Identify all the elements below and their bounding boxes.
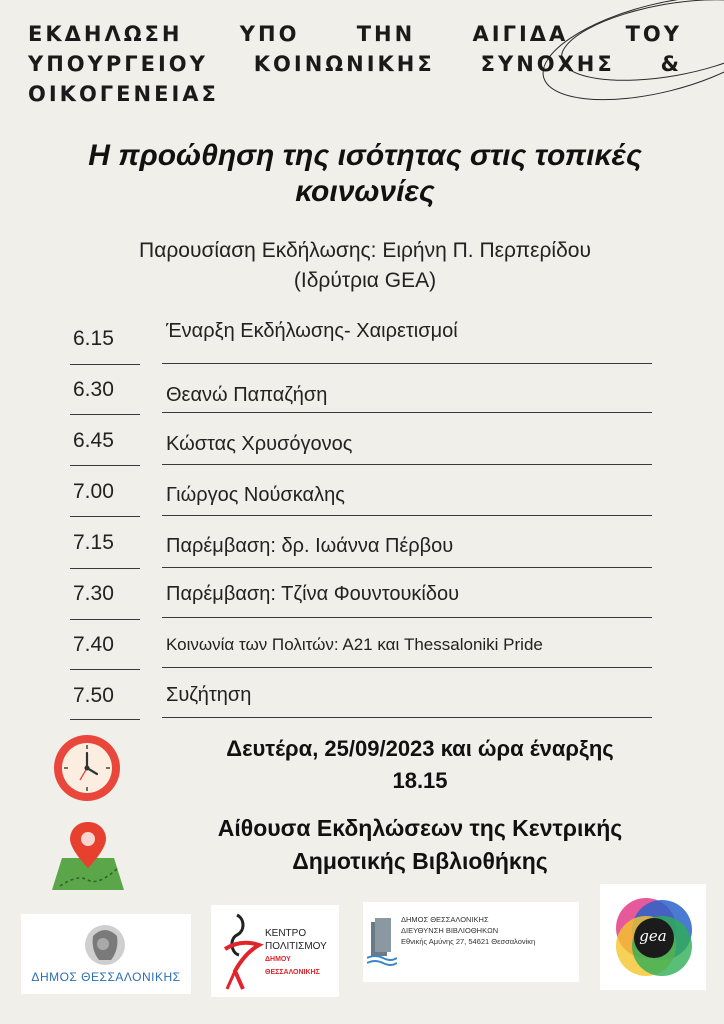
schedule-time: 6.15 xyxy=(73,327,114,350)
divider xyxy=(162,515,652,516)
logo-text: ΚΕΝΤΡΟ xyxy=(265,928,307,939)
page-title xyxy=(40,138,690,210)
presenter-line: Παρουσίαση Εκδήλωσης: Ειρήνη Π. Περπερίδου xyxy=(139,239,591,262)
divider xyxy=(70,414,140,415)
divider xyxy=(162,464,652,465)
header-line-2 xyxy=(28,52,682,76)
venue-line: Αίθουσα Εκδηλώσεων της Κεντρικής xyxy=(217,815,623,841)
header-line-1 xyxy=(28,22,682,46)
logo-text-block xyxy=(401,914,577,947)
library-logo xyxy=(363,902,579,982)
head-profile-icon xyxy=(81,922,129,968)
schedule-item: Έναρξη Εκδήλωσης- Χαιρετισμοί xyxy=(166,320,458,342)
date-time: 18.15 xyxy=(392,768,448,793)
divider xyxy=(162,617,652,618)
logo-text: ΔΗΜΟΥ ΘΕΣΣΑΛΟΝΙΚΗΣ xyxy=(265,956,320,976)
title-line: Η προώθηση της ισότητας στις τοπικές xyxy=(88,139,642,172)
schedule-time: 7.40 xyxy=(73,633,114,656)
dancer-icon xyxy=(215,909,265,993)
header-word: ΥΠΟ xyxy=(239,22,300,46)
schedule-time: 6.45 xyxy=(73,429,114,452)
divider xyxy=(162,412,652,413)
venue xyxy=(150,812,690,878)
header-word: ΕΚΔΗΛΩΣΗ xyxy=(28,22,183,46)
presenter-line: (Ιδρύτρια GEA) xyxy=(293,269,437,292)
header-word: & xyxy=(660,52,682,76)
venue-line: Δημοτικής Βιβλιοθήκης xyxy=(292,848,548,874)
divider xyxy=(162,363,652,364)
schedule-time: 6.30 xyxy=(73,378,114,401)
header-word: ΣΥΝΟΧΗΣ xyxy=(480,52,615,76)
date-line: Δευτέρα, 25/09/2023 και ώρα έναρξης xyxy=(226,736,614,761)
schedule-time: 7.00 xyxy=(73,480,114,503)
logo-text: ΔΗΜΟΣ ΘΕΣΣΑΛΟΝΙΚΗΣ xyxy=(401,915,489,924)
logo-text: Εθνικής Αμύνης 27, 54621 Θεσσαλονίκη xyxy=(401,937,536,946)
header-line-3 xyxy=(28,82,682,106)
divider xyxy=(162,567,652,568)
schedule-time: 7.15 xyxy=(73,531,114,554)
schedule-item: Θεανώ Παπαζήση xyxy=(166,384,328,406)
divider xyxy=(70,568,140,569)
divider xyxy=(70,719,140,720)
logo-text: ΠΟΛΙΤΙΣΜΟΥ xyxy=(265,941,327,952)
title-line: κοινωνίες xyxy=(295,175,435,208)
header-word: ΚΟΙΝΩΝΙΚΗΣ xyxy=(253,52,435,76)
header-word: ΑΙΓΙΔΑ xyxy=(472,22,569,46)
divider xyxy=(162,667,652,668)
header-word: ΤΟΥ xyxy=(625,22,682,46)
map-pin-icon xyxy=(48,818,128,892)
header-word: ΥΠΟΥΡΓΕΙΟΥ xyxy=(28,52,208,76)
dimos-thessalonikis-logo xyxy=(21,914,191,994)
schedule-item: Παρέμβαση: Τζίνα Φουντουκίδου xyxy=(166,583,460,605)
header-word: ΟΙΚΟΓΕΝΕΙΑΣ xyxy=(28,82,219,106)
divider xyxy=(70,364,140,365)
schedule-item: Συζήτηση xyxy=(166,684,252,706)
kentro-politismou-logo xyxy=(211,905,339,997)
schedule-time: 7.50 xyxy=(73,684,114,707)
logo-text: ΔΗΜΟΣ ΘΕΣΣΑΛΟΝΙΚΗΣ xyxy=(31,970,181,984)
divider xyxy=(70,465,140,466)
logo-text: ΔΙΕΥΘΥΝΣΗ ΒΙΒΛΙΟΘΗΚΩΝ xyxy=(401,926,499,935)
schedule-item: Παρέμβαση: δρ. Ιωάννα Πέρβου xyxy=(166,535,454,557)
divider xyxy=(162,717,652,718)
date-info xyxy=(150,733,690,797)
schedule-item: Κώστας Χρυσόγονος xyxy=(166,433,353,455)
schedule-item: Γιώργος Νούσκαλης xyxy=(166,484,345,506)
divider xyxy=(70,516,140,517)
logo-text-block xyxy=(265,927,339,979)
schedule-item: Κοινωνία των Πολιτών: Α21 και Thessaloniki Pride xyxy=(166,635,543,654)
library-building-icon xyxy=(367,916,397,966)
presenter xyxy=(60,236,670,296)
logo-text: gea xyxy=(639,927,667,945)
divider xyxy=(70,619,140,620)
header-word: ΤΗΝ xyxy=(356,22,416,46)
gea-logo xyxy=(600,884,706,990)
schedule-time: 7.30 xyxy=(73,582,114,605)
clock-icon xyxy=(52,733,122,803)
divider xyxy=(70,669,140,670)
